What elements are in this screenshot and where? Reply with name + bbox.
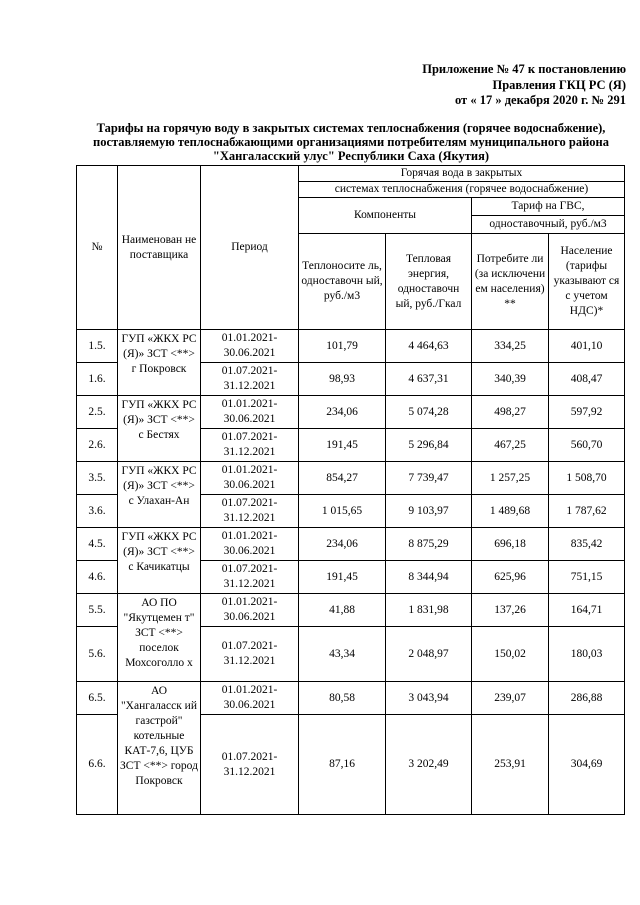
row-number: 1.6.: [77, 363, 118, 396]
population-tariff-cell: 751,15: [549, 561, 625, 594]
consumers-tariff-cell: 150,02: [472, 627, 549, 682]
appendix-line-3: от « 17 » декабря 2020 г. № 291: [454, 93, 626, 107]
supplier-name: ГУП «ЖКХ РС (Я)» ЗСТ <**> с Улахан-Ан: [118, 462, 201, 528]
table-row: [77, 396, 625, 429]
header-period: Период: [201, 166, 299, 330]
energy-tariff-cell: 3 202,49: [386, 715, 472, 815]
row-number: 5.6.: [77, 627, 118, 682]
header-energy: Тепловая энергия, одноставочн ый, руб./Гкал: [386, 234, 472, 330]
table-row: [77, 528, 625, 561]
carrier-tariff-cell: 191,45: [299, 561, 386, 594]
population-tariff-cell: 597,92: [549, 396, 625, 429]
title-line-1: Тарифы на горячую воду в закрытых системах теплоснабжения (горячее водоснабжение),: [96, 121, 606, 135]
energy-tariff-cell: 4 637,31: [386, 363, 472, 396]
consumers-tariff-cell: 696,18: [472, 528, 549, 561]
population-tariff-cell: 1 787,62: [549, 495, 625, 528]
energy-tariff-cell: 4 464,63: [386, 330, 472, 363]
tariff-table: [76, 165, 625, 815]
period-cell: 01.07.2021- 31.12.2021: [201, 429, 299, 462]
table-row: [77, 594, 625, 627]
document-title: [76, 121, 626, 163]
energy-tariff-cell: 8 344,94: [386, 561, 472, 594]
consumers-tariff-cell: 239,07: [472, 682, 549, 715]
population-tariff-cell: 1 508,70: [549, 462, 625, 495]
supplier-name: ГУП «ЖКХ РС (Я)» ЗСТ <**> г Покровск: [118, 330, 201, 396]
row-number: 2.5.: [77, 396, 118, 429]
row-number: 1.5.: [77, 330, 118, 363]
header-consumers: Потребите ли (за исключени ем населения) **: [472, 234, 549, 330]
row-number: 5.5.: [77, 594, 118, 627]
appendix-line-2: Правления ГКЦ РС (Я): [492, 77, 626, 92]
header-supplier: Наименован не поставщика: [118, 166, 201, 330]
consumers-tariff-cell: 1 257,25: [472, 462, 549, 495]
period-cell: 01.01.2021- 30.06.2021: [201, 528, 299, 561]
table-row: [77, 462, 625, 495]
population-tariff-cell: 408,47: [549, 363, 625, 396]
population-tariff-cell: 560,70: [549, 429, 625, 462]
period-cell: 01.07.2021- 31.12.2021: [201, 627, 299, 682]
consumers-tariff-cell: 340,39: [472, 363, 549, 396]
header-population: Население (тарифы указывают ся с учетом НДС)*: [549, 234, 625, 330]
row-number: 6.6.: [77, 715, 118, 815]
row-number: 3.6.: [77, 495, 118, 528]
row-number: 4.6.: [77, 561, 118, 594]
population-tariff-cell: 180,03: [549, 627, 625, 682]
supplier-name: АО ПО "Якутцемен т" ЗСТ <**> поселок Мохсоголло х: [118, 594, 201, 682]
energy-tariff-cell: 1 831,98: [386, 594, 472, 627]
supplier-name: АО "Хангаласск ий газстрой" котельные КАТ-7,6, ЦУБ ЗСТ <**> город Покровск: [118, 682, 201, 815]
carrier-tariff-cell: 101,79: [299, 330, 386, 363]
carrier-tariff-cell: 87,16: [299, 715, 386, 815]
carrier-tariff-cell: 80,58: [299, 682, 386, 715]
period-cell: 01.07.2021- 31.12.2021: [201, 495, 299, 528]
appendix-reference: [422, 62, 626, 109]
carrier-tariff-cell: 234,06: [299, 528, 386, 561]
appendix-line-1: Приложение № 47 к постановлению: [422, 62, 626, 76]
title-line-2: поставляемую теплоснабжающими организациями потребителям муниципального района: [93, 135, 609, 149]
period-cell: 01.07.2021- 31.12.2021: [201, 561, 299, 594]
table-row: [77, 330, 625, 363]
carrier-tariff-cell: 854,27: [299, 462, 386, 495]
header-tariff-1: Тариф на ГВС,: [472, 198, 625, 216]
consumers-tariff-cell: 137,26: [472, 594, 549, 627]
population-tariff-cell: 164,71: [549, 594, 625, 627]
population-tariff-cell: 286,88: [549, 682, 625, 715]
energy-tariff-cell: 9 103,97: [386, 495, 472, 528]
header-components: Компоненты: [299, 198, 472, 234]
period-cell: 01.01.2021- 30.06.2021: [201, 330, 299, 363]
carrier-tariff-cell: 1 015,65: [299, 495, 386, 528]
energy-tariff-cell: 8 875,29: [386, 528, 472, 561]
row-number: 4.5.: [77, 528, 118, 561]
carrier-tariff-cell: 43,34: [299, 627, 386, 682]
supplier-name: ГУП «ЖКХ РС (Я)» ЗСТ <**> с Качикатцы: [118, 528, 201, 594]
carrier-tariff-cell: 98,93: [299, 363, 386, 396]
energy-tariff-cell: 3 043,94: [386, 682, 472, 715]
carrier-tariff-cell: 41,88: [299, 594, 386, 627]
carrier-tariff-cell: 234,06: [299, 396, 386, 429]
period-cell: 01.07.2021- 31.12.2021: [201, 715, 299, 815]
energy-tariff-cell: 5 296,84: [386, 429, 472, 462]
period-cell: 01.01.2021- 30.06.2021: [201, 462, 299, 495]
population-tariff-cell: 401,10: [549, 330, 625, 363]
row-number: 2.6.: [77, 429, 118, 462]
header-carrier: Теплоносите ль, одноставочн ый, руб./м3: [299, 234, 386, 330]
row-number: 3.5.: [77, 462, 118, 495]
period-cell: 01.01.2021- 30.06.2021: [201, 594, 299, 627]
header-row-1: [77, 166, 625, 182]
consumers-tariff-cell: 498,27: [472, 396, 549, 429]
header-group-2: системах теплоснабжения (горячее водоснабжение): [299, 182, 625, 198]
title-line-3: "Хангаласский улус" Республики Саха (Якутия): [212, 149, 490, 163]
consumers-tariff-cell: 467,25: [472, 429, 549, 462]
consumers-tariff-cell: 334,25: [472, 330, 549, 363]
carrier-tariff-cell: 191,45: [299, 429, 386, 462]
header-group-1: Горячая вода в закрытых: [299, 166, 625, 182]
population-tariff-cell: 835,42: [549, 528, 625, 561]
period-cell: 01.01.2021- 30.06.2021: [201, 682, 299, 715]
row-number: 6.5.: [77, 682, 118, 715]
population-tariff-cell: 304,69: [549, 715, 625, 815]
energy-tariff-cell: 7 739,47: [386, 462, 472, 495]
energy-tariff-cell: 2 048,97: [386, 627, 472, 682]
consumers-tariff-cell: 625,96: [472, 561, 549, 594]
period-cell: 01.01.2021- 30.06.2021: [201, 396, 299, 429]
table-row: [77, 682, 625, 715]
header-num: №: [77, 166, 118, 330]
consumers-tariff-cell: 253,91: [472, 715, 549, 815]
supplier-name: ГУП «ЖКХ РС (Я)» ЗСТ <**> с Бестях: [118, 396, 201, 462]
header-tariff-2: одноставочный, руб./м3: [472, 216, 625, 234]
period-cell: 01.07.2021- 31.12.2021: [201, 363, 299, 396]
consumers-tariff-cell: 1 489,68: [472, 495, 549, 528]
energy-tariff-cell: 5 074,28: [386, 396, 472, 429]
